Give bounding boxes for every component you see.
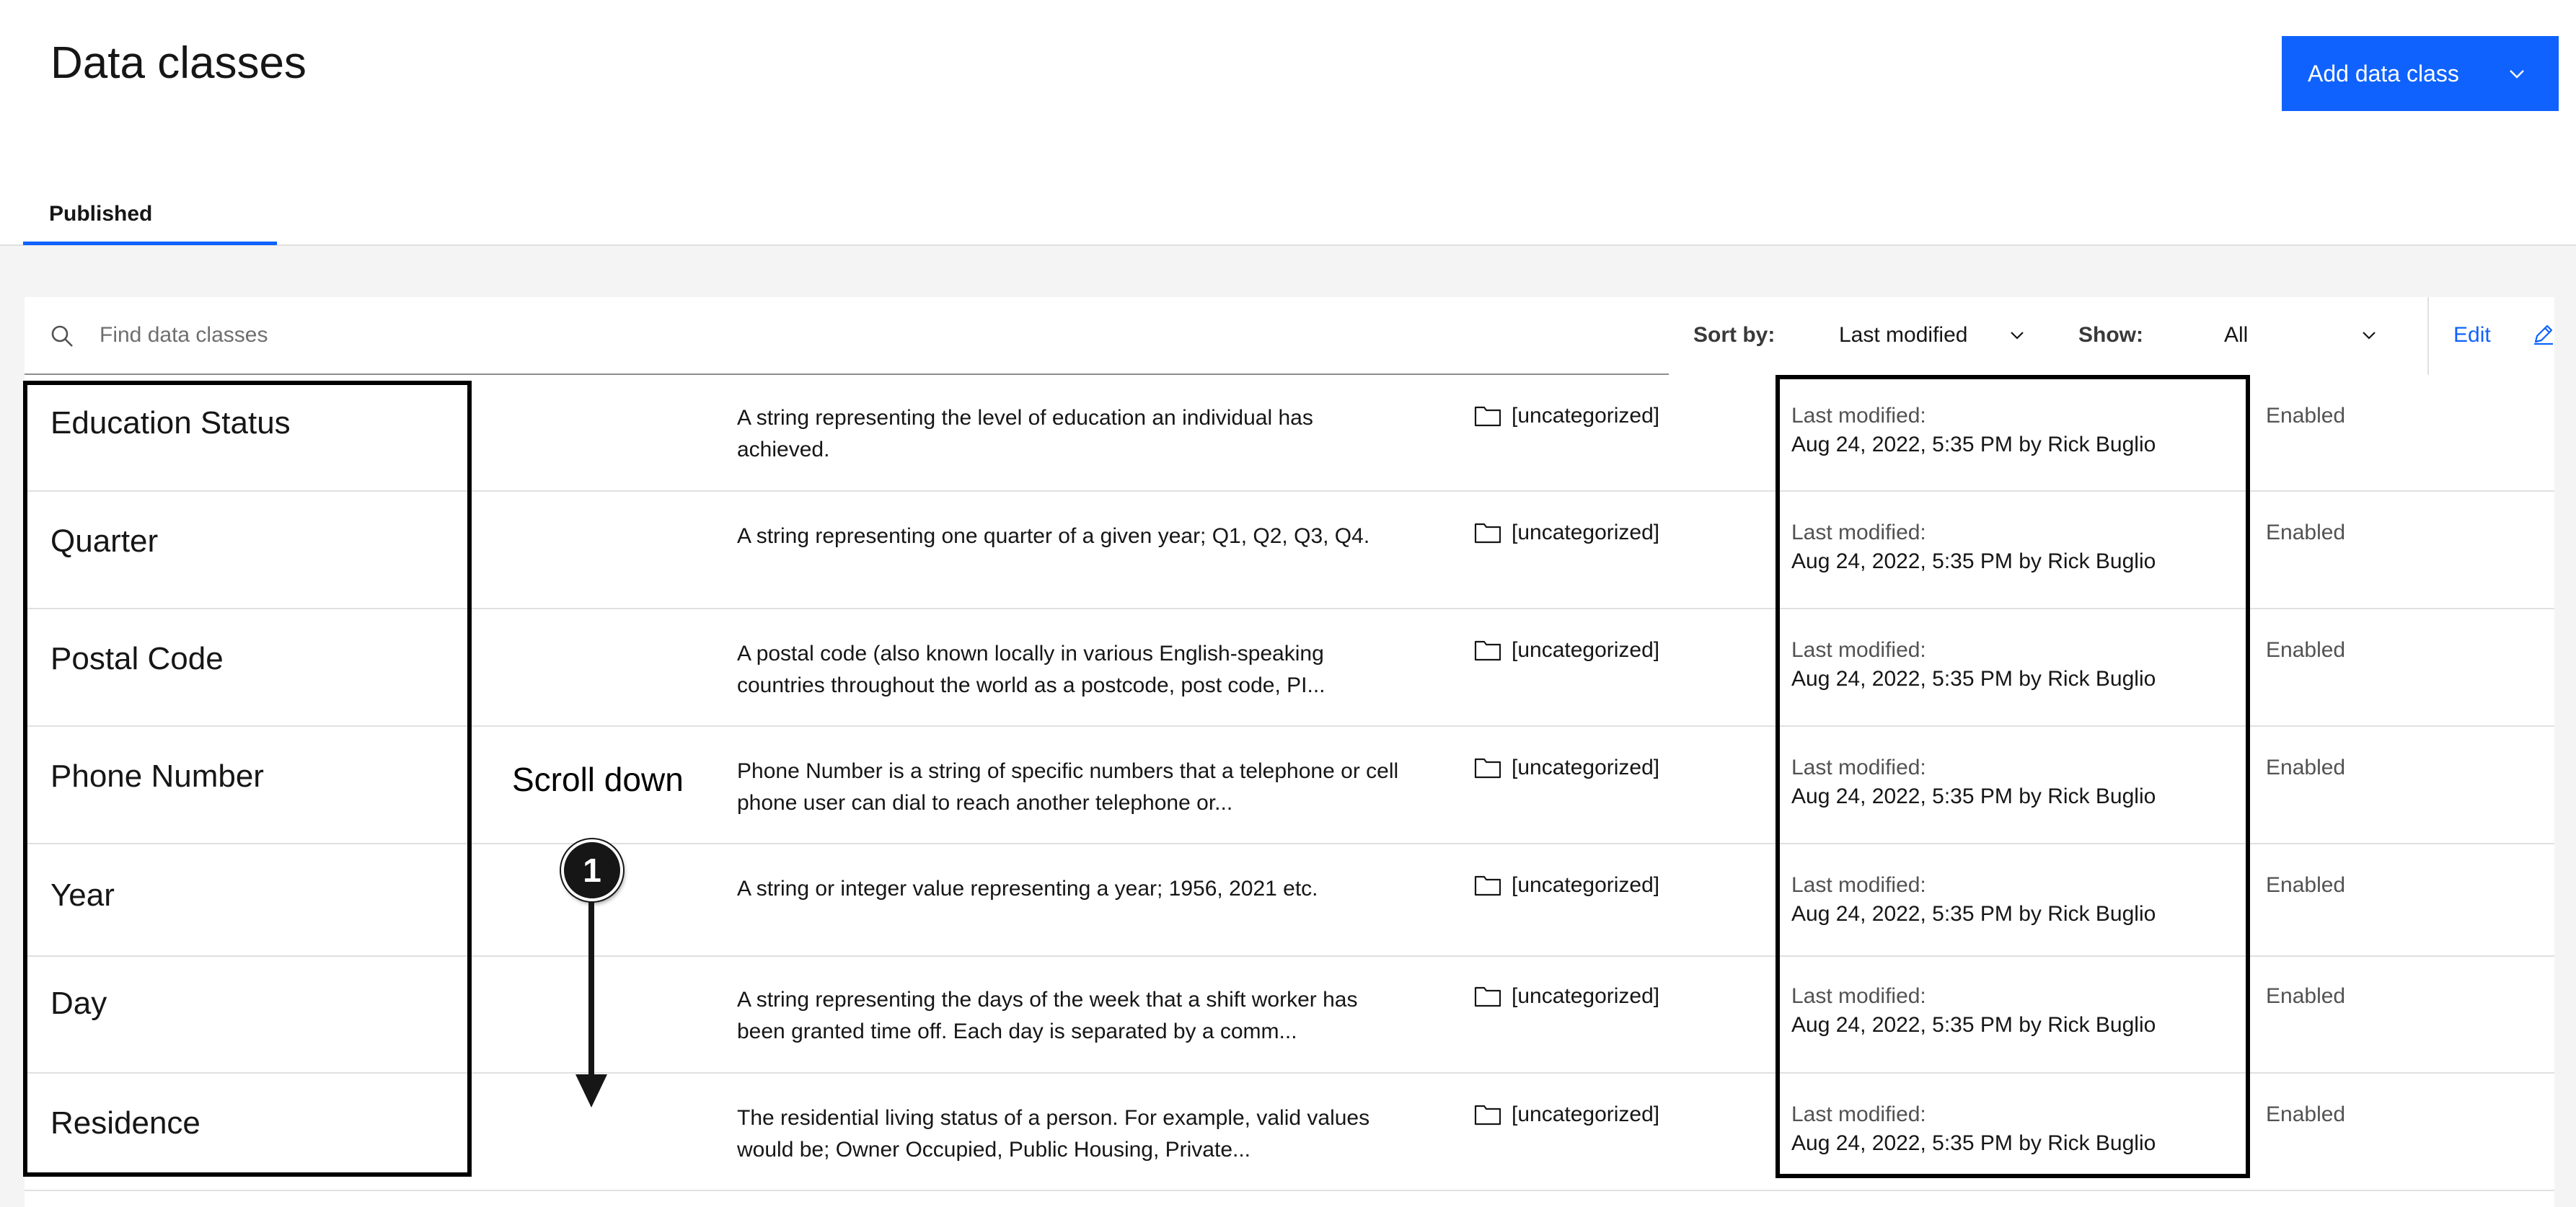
table-row[interactable] [25, 492, 2554, 609]
category-label: [uncategorized] [1512, 521, 1660, 544]
data-class-description: A string representing the days of the week that a shift worker has been granted time off. Each day is separated by a comm... [737, 988, 1358, 1043]
category-label: [uncategorized] [1512, 873, 1660, 897]
chevron-down-icon[interactable] [2358, 324, 2380, 346]
tabs-bar [0, 0, 2576, 246]
folder-icon [1474, 1102, 1501, 1126]
data-class-description: A string or integer value representing a year; 1956, 2021 etc. [737, 877, 1318, 901]
last-modified-label: Last modified: [1791, 984, 1926, 1008]
table-row[interactable] [25, 844, 2554, 957]
scroll-down-annotation: Scroll down [512, 761, 684, 798]
toolbar-divider [2427, 297, 2429, 375]
table-row[interactable] [25, 957, 2554, 1074]
show-dropdown[interactable]: All [2224, 323, 2249, 347]
last-modified-label: Last modified: [1791, 404, 1926, 428]
data-class-name[interactable]: Education Status [50, 405, 291, 441]
data-class-name[interactable]: Year [50, 877, 115, 913]
pencil-icon[interactable] [2531, 322, 2556, 346]
data-class-description: The residential living status of a person. For example, valid values would be; Owner Occupied, Public Housing, Private... [737, 1106, 1370, 1162]
last-modified-value: Aug 24, 2022, 5:35 PM by Rick Buglio [1791, 1013, 2156, 1037]
table-toolbar [25, 297, 2554, 375]
folder-icon [1474, 984, 1501, 1007]
folder-icon [1474, 404, 1501, 427]
add-data-class-button[interactable] [2282, 36, 2559, 111]
tab-published[interactable]: Published [23, 193, 277, 245]
last-modified-label: Last modified: [1791, 873, 1926, 897]
last-modified-label: Last modified: [1791, 638, 1926, 662]
chevron-down-icon[interactable] [2006, 324, 2028, 346]
sort-by-dropdown[interactable]: Last modified [1839, 323, 1968, 347]
data-class-description: A string representing one quarter of a given year; Q1, Q2, Q3, Q4. [737, 524, 1370, 548]
folder-icon [1474, 873, 1501, 896]
folder-icon [1474, 638, 1501, 661]
status-label: Enabled [2266, 404, 2346, 428]
status-label: Enabled [2266, 756, 2346, 779]
search-bar [25, 297, 1669, 375]
folder-icon [1474, 756, 1501, 779]
edit-link[interactable]: Edit [2453, 323, 2491, 347]
last-modified-value: Aug 24, 2022, 5:35 PM by Rick Buglio [1791, 784, 2156, 808]
data-class-name[interactable]: Day [50, 986, 107, 1021]
step-number-badge: 1 [561, 839, 623, 901]
data-class-description: Phone Number is a string of specific numbers that a telephone or cell phone user can dial to reach another telephone or... [737, 759, 1399, 815]
data-class-name[interactable]: Residence [50, 1105, 200, 1141]
category-label: [uncategorized] [1512, 984, 1660, 1008]
last-modified-value: Aug 24, 2022, 5:35 PM by Rick Buglio [1791, 667, 2156, 691]
status-label: Enabled [2266, 521, 2346, 544]
table-row[interactable] [25, 727, 2554, 844]
last-modified-value: Aug 24, 2022, 5:35 PM by Rick Buglio [1791, 433, 2156, 456]
last-modified-value: Aug 24, 2022, 5:35 PM by Rick Buglio [1791, 549, 2156, 573]
table-row[interactable] [25, 609, 2554, 727]
status-label: Enabled [2266, 984, 2346, 1008]
status-label: Enabled [2266, 638, 2346, 662]
last-modified-value: Aug 24, 2022, 5:35 PM by Rick Buglio [1791, 1131, 2156, 1155]
search-icon [49, 323, 75, 349]
sort-by-label: Sort by: [1693, 323, 1776, 347]
data-class-name[interactable]: Postal Code [50, 641, 224, 676]
page-title: Data classes [50, 38, 306, 88]
arrow-down-icon [570, 901, 613, 1107]
category-label: [uncategorized] [1512, 404, 1660, 428]
folder-icon [1474, 521, 1501, 544]
search-input[interactable] [100, 297, 1643, 373]
category-label: [uncategorized] [1512, 1102, 1660, 1126]
last-modified-label: Last modified: [1791, 521, 1926, 544]
table-row[interactable] [25, 375, 2554, 492]
add-data-class-label: Add data class [2308, 60, 2459, 87]
table-row[interactable] [25, 1074, 2554, 1191]
data-class-description: A postal code (also known locally in various English-speaking countries throughout the world as a postcode, post code, PI... [737, 642, 1326, 697]
data-class-name[interactable]: Phone Number [50, 759, 264, 794]
category-label: [uncategorized] [1512, 638, 1660, 662]
last-modified-value: Aug 24, 2022, 5:35 PM by Rick Buglio [1791, 902, 2156, 926]
data-class-name[interactable]: Quarter [50, 523, 159, 559]
last-modified-label: Last modified: [1791, 756, 1926, 779]
last-modified-label: Last modified: [1791, 1102, 1926, 1126]
category-label: [uncategorized] [1512, 756, 1660, 779]
show-label: Show: [2078, 323, 2143, 347]
status-label: Enabled [2266, 1102, 2346, 1126]
data-class-description: A string representing the level of education an individual has achieved. [737, 406, 1313, 461]
status-label: Enabled [2266, 873, 2346, 897]
chevron-down-icon [2505, 62, 2528, 85]
